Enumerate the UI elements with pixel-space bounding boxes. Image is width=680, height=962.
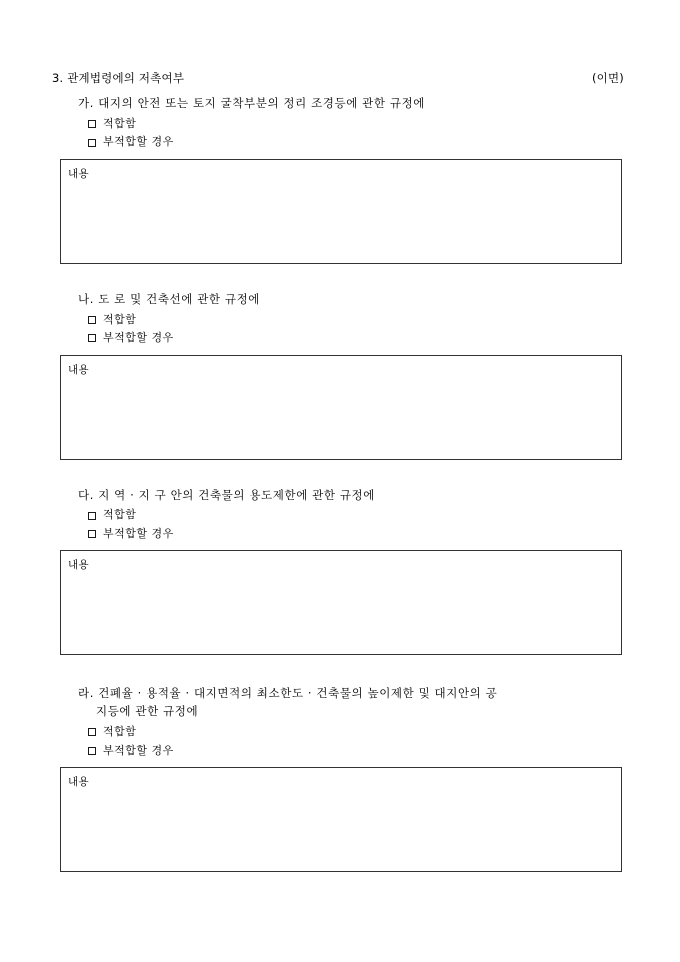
item-na-checkboxes	[88, 312, 624, 347]
checkbox-icon[interactable]	[88, 728, 96, 736]
item-ga-content-box[interactable]	[60, 159, 622, 264]
item-ra-label-group	[78, 685, 598, 721]
item-da-label: 다. 지 역 · 지 구 안의 건축물의 용도제한에 관한 규정에	[78, 487, 375, 502]
item-ra-nonconform-label: 부적합할 경우	[103, 743, 174, 757]
item-na-nonconform-option[interactable]	[88, 330, 624, 347]
item-ga-nonconform-label: 부적합할 경우	[103, 135, 174, 149]
item-ra	[52, 685, 624, 872]
checkbox-icon[interactable]	[88, 316, 96, 324]
spacer	[52, 460, 624, 487]
item-ga	[52, 95, 624, 264]
item-ra-checkboxes	[88, 724, 624, 759]
item-ga-conform-option[interactable]	[88, 116, 624, 133]
item-ga-conform-label: 적합함	[103, 116, 137, 130]
item-da-checkboxes	[88, 507, 624, 542]
item-da-nonconform-option[interactable]	[88, 526, 624, 543]
item-ra-label: 라. 건폐율 · 용적율 · 대지면적의 최소한도 · 건축물의 높이제한 및 대지안의 공	[78, 686, 498, 701]
item-da-content-box[interactable]	[60, 550, 622, 655]
item-ga-nonconform-option[interactable]	[88, 134, 624, 151]
item-ra-label-continued: 지등에 관한 규정에	[96, 704, 199, 719]
item-da-nonconform-label: 부적합할 경우	[103, 526, 174, 540]
item-ra-conform-label: 적합함	[103, 725, 137, 739]
item-ga-checkboxes	[88, 116, 624, 151]
content-box-label: 내용	[68, 167, 90, 180]
item-na-label: 나. 도 로 및 건축선에 관한 규정에	[78, 291, 261, 306]
checkbox-icon[interactable]	[88, 530, 96, 538]
item-na-content-box[interactable]	[60, 355, 622, 460]
item-ra-nonconform-option[interactable]	[88, 743, 624, 760]
spacer	[52, 655, 624, 685]
checkbox-icon[interactable]	[88, 120, 96, 128]
item-na	[52, 291, 624, 460]
checkbox-icon[interactable]	[88, 512, 96, 520]
content-box-label: 내용	[68, 363, 90, 376]
spacer	[52, 264, 624, 291]
item-na-nonconform-label: 부적합할 경우	[103, 331, 174, 345]
checkbox-icon[interactable]	[88, 139, 96, 147]
item-na-conform-option[interactable]	[88, 312, 624, 329]
item-da	[52, 487, 624, 656]
content-box-label: 내용	[68, 776, 90, 789]
section-title: 3. 관계법령에의 저촉여부	[52, 71, 185, 85]
item-na-conform-label: 적합함	[103, 312, 137, 326]
checkbox-icon[interactable]	[88, 334, 96, 342]
checkbox-icon[interactable]	[88, 747, 96, 755]
item-ra-conform-option[interactable]	[88, 724, 624, 741]
page-mark: (이면)	[592, 71, 624, 85]
item-da-conform-label: 적합함	[103, 508, 137, 522]
item-da-conform-option[interactable]	[88, 507, 624, 524]
item-ga-label: 가. 대지의 안전 또는 토지 굴착부분의 정리 조경등에 관한 규정에	[78, 96, 425, 110]
page-header	[52, 70, 624, 86]
item-ra-content-box[interactable]	[60, 767, 622, 872]
content-box-label: 내용	[68, 559, 90, 572]
